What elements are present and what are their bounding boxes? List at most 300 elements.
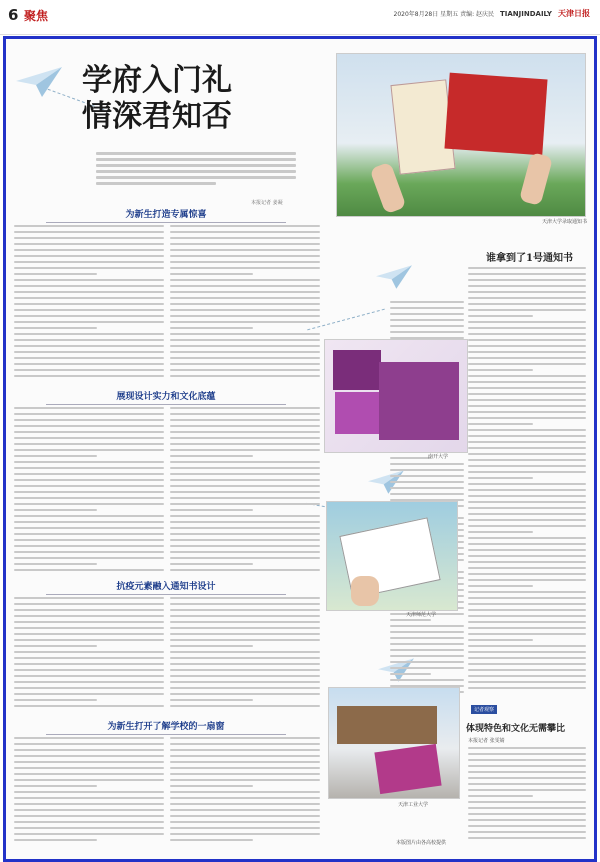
text-line bbox=[468, 327, 586, 329]
text-line bbox=[170, 675, 320, 677]
text-line bbox=[390, 313, 464, 315]
text-line bbox=[14, 645, 97, 647]
text-line bbox=[468, 555, 586, 557]
text-line bbox=[14, 449, 164, 451]
article-byline: 本报记者 姜凝 bbox=[251, 200, 283, 206]
text-line bbox=[14, 609, 164, 611]
text-line bbox=[468, 807, 586, 809]
text-line bbox=[14, 255, 164, 257]
text-line bbox=[170, 639, 320, 641]
text-line bbox=[468, 657, 586, 659]
text-line bbox=[14, 539, 164, 541]
text-line bbox=[170, 291, 320, 293]
text-line bbox=[170, 491, 320, 493]
paper-plane-icon bbox=[16, 67, 62, 97]
text-line bbox=[468, 579, 586, 581]
text-line bbox=[170, 545, 320, 547]
text-line bbox=[468, 369, 533, 371]
text-line bbox=[390, 457, 431, 459]
text-line bbox=[170, 285, 320, 287]
text-line bbox=[14, 597, 164, 599]
text-line bbox=[170, 809, 320, 811]
text-line bbox=[170, 569, 320, 571]
text-line bbox=[468, 543, 586, 545]
text-line bbox=[468, 759, 586, 761]
text-line bbox=[14, 467, 164, 469]
text-line bbox=[468, 447, 586, 449]
text-line bbox=[14, 833, 164, 835]
text-line bbox=[14, 839, 97, 841]
text-line bbox=[468, 609, 586, 611]
text-line bbox=[468, 351, 586, 353]
text-line bbox=[170, 261, 320, 263]
text-line bbox=[390, 469, 464, 471]
text-line bbox=[14, 485, 164, 487]
text-line bbox=[468, 675, 586, 677]
text-line bbox=[170, 443, 320, 445]
text-line bbox=[14, 455, 97, 457]
text-line bbox=[468, 663, 586, 665]
text-line bbox=[14, 621, 164, 623]
text-line bbox=[14, 431, 164, 433]
sidebar-column bbox=[468, 267, 586, 697]
text-line bbox=[14, 773, 164, 775]
text-line bbox=[468, 333, 586, 335]
caption-4: 天津工业大学 bbox=[398, 802, 429, 808]
text-line bbox=[14, 309, 164, 311]
text-line bbox=[468, 651, 586, 653]
text-line bbox=[468, 591, 586, 593]
text-line bbox=[468, 615, 586, 617]
text-line bbox=[170, 597, 320, 599]
text-line bbox=[14, 443, 164, 445]
text-line bbox=[468, 393, 586, 395]
text-line bbox=[14, 279, 164, 281]
text-line bbox=[468, 747, 586, 749]
lead-paragraph bbox=[96, 149, 296, 195]
text-line bbox=[170, 413, 320, 415]
text-line bbox=[14, 425, 164, 427]
text-line bbox=[170, 539, 320, 541]
subhead-3: 抗疫元素融入通知书设计 bbox=[46, 579, 286, 595]
subhead-4: 为新生打开了解学校的一扇窗 bbox=[46, 719, 286, 735]
text-line bbox=[468, 519, 586, 521]
text-line bbox=[468, 801, 586, 803]
body-column bbox=[14, 597, 164, 715]
text-line bbox=[14, 827, 164, 829]
text-line bbox=[468, 489, 586, 491]
text-line bbox=[468, 471, 586, 473]
text-line bbox=[468, 267, 586, 269]
text-line bbox=[14, 791, 164, 793]
text-line bbox=[170, 527, 320, 529]
text-line bbox=[14, 785, 97, 787]
newspaper-page bbox=[3, 36, 597, 862]
text-line bbox=[14, 615, 164, 617]
text-line bbox=[14, 407, 164, 409]
text-line bbox=[170, 419, 320, 421]
text-line bbox=[170, 681, 320, 683]
box-tag: 记者观察 bbox=[471, 705, 497, 714]
text-line bbox=[390, 661, 464, 663]
text-line bbox=[14, 533, 164, 535]
text-line bbox=[14, 527, 164, 529]
text-line bbox=[390, 673, 431, 675]
text-line bbox=[14, 737, 164, 739]
paper-plane-icon bbox=[376, 264, 412, 290]
text-line bbox=[390, 631, 464, 633]
text-line bbox=[390, 325, 464, 327]
text-line bbox=[14, 345, 164, 347]
text-line bbox=[468, 525, 586, 527]
text-line bbox=[14, 755, 164, 757]
text-line bbox=[468, 777, 586, 779]
text-line bbox=[468, 315, 533, 317]
text-line bbox=[170, 345, 320, 347]
text-line bbox=[14, 821, 164, 823]
text-line bbox=[14, 797, 164, 799]
text-line bbox=[14, 651, 164, 653]
text-line bbox=[468, 345, 586, 347]
text-line bbox=[170, 615, 320, 617]
text-line bbox=[170, 737, 320, 739]
text-line bbox=[14, 687, 164, 689]
text-line bbox=[170, 609, 320, 611]
text-line bbox=[390, 649, 464, 651]
text-line bbox=[468, 285, 586, 287]
text-line bbox=[14, 315, 164, 317]
text-line bbox=[14, 699, 97, 701]
text-line bbox=[468, 501, 586, 503]
headline-line-1: 学府入门礼 bbox=[82, 63, 232, 98]
subhead-1: 为新生打造专属惊喜 bbox=[46, 207, 286, 223]
text-line bbox=[468, 453, 586, 455]
text-line bbox=[170, 339, 320, 341]
text-line bbox=[170, 363, 320, 365]
body-column bbox=[170, 225, 320, 385]
text-line bbox=[170, 515, 320, 517]
paper-name-en: TIANJINDAILY bbox=[500, 9, 552, 18]
text-line bbox=[170, 663, 320, 665]
text-line bbox=[468, 441, 586, 443]
text-line bbox=[468, 399, 586, 401]
text-line bbox=[468, 567, 586, 569]
text-line bbox=[390, 493, 464, 495]
text-line bbox=[468, 771, 586, 773]
text-line bbox=[170, 821, 320, 823]
text-line bbox=[170, 815, 320, 817]
text-line bbox=[468, 603, 586, 605]
text-line bbox=[170, 497, 320, 499]
body-column bbox=[14, 225, 164, 385]
section-name: 聚焦 bbox=[24, 9, 49, 23]
text-line bbox=[170, 833, 320, 835]
text-line bbox=[468, 831, 586, 833]
text-line bbox=[468, 561, 586, 563]
text-line bbox=[170, 431, 320, 433]
text-line bbox=[14, 273, 97, 275]
headline bbox=[82, 63, 232, 135]
text-line bbox=[170, 327, 253, 329]
text-line bbox=[14, 297, 164, 299]
text-line bbox=[170, 509, 253, 511]
body-column bbox=[170, 597, 320, 715]
text-line bbox=[14, 669, 164, 671]
caption-1: 天津大学录取通知书 bbox=[542, 219, 588, 225]
text-line bbox=[170, 651, 320, 653]
text-line bbox=[14, 261, 164, 263]
paper-logo: 天津日报 bbox=[558, 9, 590, 18]
text-line bbox=[14, 363, 164, 365]
date-line: 2020年8月28日 星期五 责编: 赵庆民 bbox=[393, 11, 494, 18]
subhead-2: 展现设计实力和文化底蕴 bbox=[46, 389, 286, 405]
text-line bbox=[14, 509, 97, 511]
text-line bbox=[468, 549, 586, 551]
text-line bbox=[468, 813, 586, 815]
text-line bbox=[468, 495, 586, 497]
text-line bbox=[468, 507, 586, 509]
text-line bbox=[14, 291, 164, 293]
text-line bbox=[14, 693, 164, 695]
text-line bbox=[170, 315, 320, 317]
text-line bbox=[468, 783, 586, 785]
text-line bbox=[14, 521, 164, 523]
text-line bbox=[14, 761, 164, 763]
text-line bbox=[14, 815, 164, 817]
text-line bbox=[468, 417, 586, 419]
text-line bbox=[468, 321, 586, 323]
text-line bbox=[14, 779, 164, 781]
text-line bbox=[14, 369, 164, 371]
text-line bbox=[468, 435, 586, 437]
text-line bbox=[170, 657, 320, 659]
text-line bbox=[170, 761, 320, 763]
text-line bbox=[14, 503, 164, 505]
text-line bbox=[468, 411, 586, 413]
text-line bbox=[468, 309, 586, 311]
text-line bbox=[170, 767, 320, 769]
body-column bbox=[14, 737, 164, 847]
sidebar-title: 谁拿到了1号通知书 bbox=[486, 253, 573, 264]
text-line bbox=[170, 375, 320, 377]
text-line bbox=[14, 551, 164, 553]
text-line bbox=[170, 255, 320, 257]
text-line bbox=[170, 449, 320, 451]
text-line bbox=[14, 231, 164, 233]
text-line bbox=[14, 473, 164, 475]
text-line bbox=[170, 645, 253, 647]
header-right bbox=[394, 8, 590, 19]
text-line bbox=[170, 231, 320, 233]
text-line bbox=[390, 307, 464, 309]
text-line bbox=[468, 597, 586, 599]
text-line bbox=[170, 779, 320, 781]
text-line bbox=[468, 645, 586, 647]
text-line bbox=[170, 309, 320, 311]
text-line bbox=[14, 333, 164, 335]
text-line bbox=[390, 331, 464, 333]
text-line bbox=[14, 809, 164, 811]
text-line bbox=[14, 225, 164, 227]
text-line bbox=[170, 351, 320, 353]
text-line bbox=[14, 639, 164, 641]
text-line bbox=[468, 465, 586, 467]
text-line bbox=[468, 765, 586, 767]
text-line bbox=[14, 675, 164, 677]
text-line bbox=[14, 327, 97, 329]
text-line bbox=[14, 375, 164, 377]
text-line bbox=[170, 243, 320, 245]
text-line bbox=[170, 743, 320, 745]
photo-tianjin-polytechnic-university bbox=[328, 687, 460, 799]
text-line bbox=[468, 795, 533, 797]
text-line bbox=[14, 705, 164, 707]
text-line bbox=[170, 273, 253, 275]
box-column bbox=[468, 747, 586, 847]
text-line bbox=[468, 633, 586, 635]
text-line bbox=[170, 839, 253, 841]
text-line bbox=[14, 681, 164, 683]
text-line bbox=[468, 537, 586, 539]
text-line bbox=[14, 249, 164, 251]
text-line bbox=[14, 497, 164, 499]
text-line bbox=[468, 429, 586, 431]
text-line bbox=[14, 557, 164, 559]
text-line bbox=[170, 755, 320, 757]
text-line bbox=[170, 369, 320, 371]
text-line bbox=[170, 249, 320, 251]
text-line bbox=[170, 633, 320, 635]
page-number: 6 bbox=[8, 6, 19, 24]
text-line bbox=[468, 753, 586, 755]
text-line bbox=[468, 483, 586, 485]
text-line bbox=[14, 419, 164, 421]
text-line bbox=[390, 475, 464, 477]
text-line bbox=[468, 585, 533, 587]
text-line bbox=[468, 303, 586, 305]
text-line bbox=[170, 827, 320, 829]
text-line bbox=[14, 321, 164, 323]
photo-tianjin-university bbox=[336, 53, 586, 217]
text-line bbox=[14, 267, 164, 269]
text-line bbox=[14, 749, 164, 751]
text-line bbox=[170, 333, 320, 335]
body-column bbox=[170, 407, 320, 575]
text-line bbox=[14, 479, 164, 481]
text-line bbox=[170, 533, 320, 535]
text-line bbox=[468, 297, 586, 299]
text-line bbox=[468, 339, 586, 341]
text-line bbox=[468, 423, 533, 425]
text-line bbox=[468, 621, 586, 623]
text-line bbox=[390, 679, 464, 681]
text-line bbox=[14, 413, 164, 415]
text-line bbox=[170, 279, 320, 281]
text-line bbox=[468, 291, 586, 293]
caption-3: 天津师范大学 bbox=[406, 612, 437, 618]
text-line bbox=[170, 455, 253, 457]
caption-2: 南开大学 bbox=[428, 454, 449, 460]
photo-nankai-university bbox=[324, 339, 468, 453]
text-line bbox=[468, 573, 586, 575]
text-line bbox=[170, 321, 320, 323]
text-line bbox=[170, 557, 320, 559]
text-line bbox=[14, 339, 164, 341]
text-line bbox=[468, 279, 586, 281]
text-line bbox=[170, 467, 320, 469]
text-line bbox=[14, 803, 164, 805]
text-line bbox=[170, 773, 320, 775]
text-line bbox=[170, 473, 320, 475]
text-line bbox=[468, 387, 586, 389]
text-line bbox=[390, 301, 464, 303]
text-line bbox=[170, 791, 320, 793]
text-line bbox=[468, 681, 586, 683]
text-line bbox=[170, 693, 320, 695]
headline-line-2: 情深君知否 bbox=[82, 99, 232, 134]
text-line bbox=[390, 481, 464, 483]
text-line bbox=[170, 521, 320, 523]
text-line bbox=[468, 531, 533, 533]
text-line bbox=[170, 669, 320, 671]
text-line bbox=[14, 569, 164, 571]
text-line bbox=[14, 743, 164, 745]
text-line bbox=[170, 479, 320, 481]
text-line bbox=[170, 485, 320, 487]
text-line bbox=[170, 437, 320, 439]
text-line bbox=[170, 797, 320, 799]
text-line bbox=[390, 487, 464, 489]
text-line bbox=[468, 381, 586, 383]
box-byline: 本报记者 张雯婧 bbox=[468, 738, 505, 744]
page-header bbox=[0, 0, 600, 35]
text-line bbox=[468, 459, 586, 461]
photo-tianjin-normal-university bbox=[326, 501, 458, 611]
text-line bbox=[390, 643, 464, 645]
text-line bbox=[170, 357, 320, 359]
text-line bbox=[14, 633, 164, 635]
text-line bbox=[468, 687, 586, 689]
text-line bbox=[14, 303, 164, 305]
text-line bbox=[170, 407, 320, 409]
text-line bbox=[14, 237, 164, 239]
text-line bbox=[468, 669, 586, 671]
text-line bbox=[468, 363, 586, 365]
text-line bbox=[468, 789, 586, 791]
text-line bbox=[468, 405, 586, 407]
text-line bbox=[170, 785, 253, 787]
text-line bbox=[170, 563, 253, 565]
text-line bbox=[468, 819, 586, 821]
text-line bbox=[468, 627, 586, 629]
text-line bbox=[14, 357, 164, 359]
text-line bbox=[390, 625, 464, 627]
text-line bbox=[390, 619, 431, 621]
text-line bbox=[170, 267, 320, 269]
text-line bbox=[14, 767, 164, 769]
text-line bbox=[468, 513, 586, 515]
text-line bbox=[14, 437, 164, 439]
box-title: 体现特色和文化无需攀比 bbox=[466, 724, 566, 734]
text-line bbox=[390, 319, 464, 321]
body-column bbox=[14, 407, 164, 575]
text-line bbox=[468, 357, 586, 359]
text-line bbox=[468, 375, 586, 377]
text-line bbox=[468, 825, 586, 827]
text-line bbox=[14, 491, 164, 493]
text-line bbox=[14, 563, 97, 565]
text-line bbox=[170, 749, 320, 751]
